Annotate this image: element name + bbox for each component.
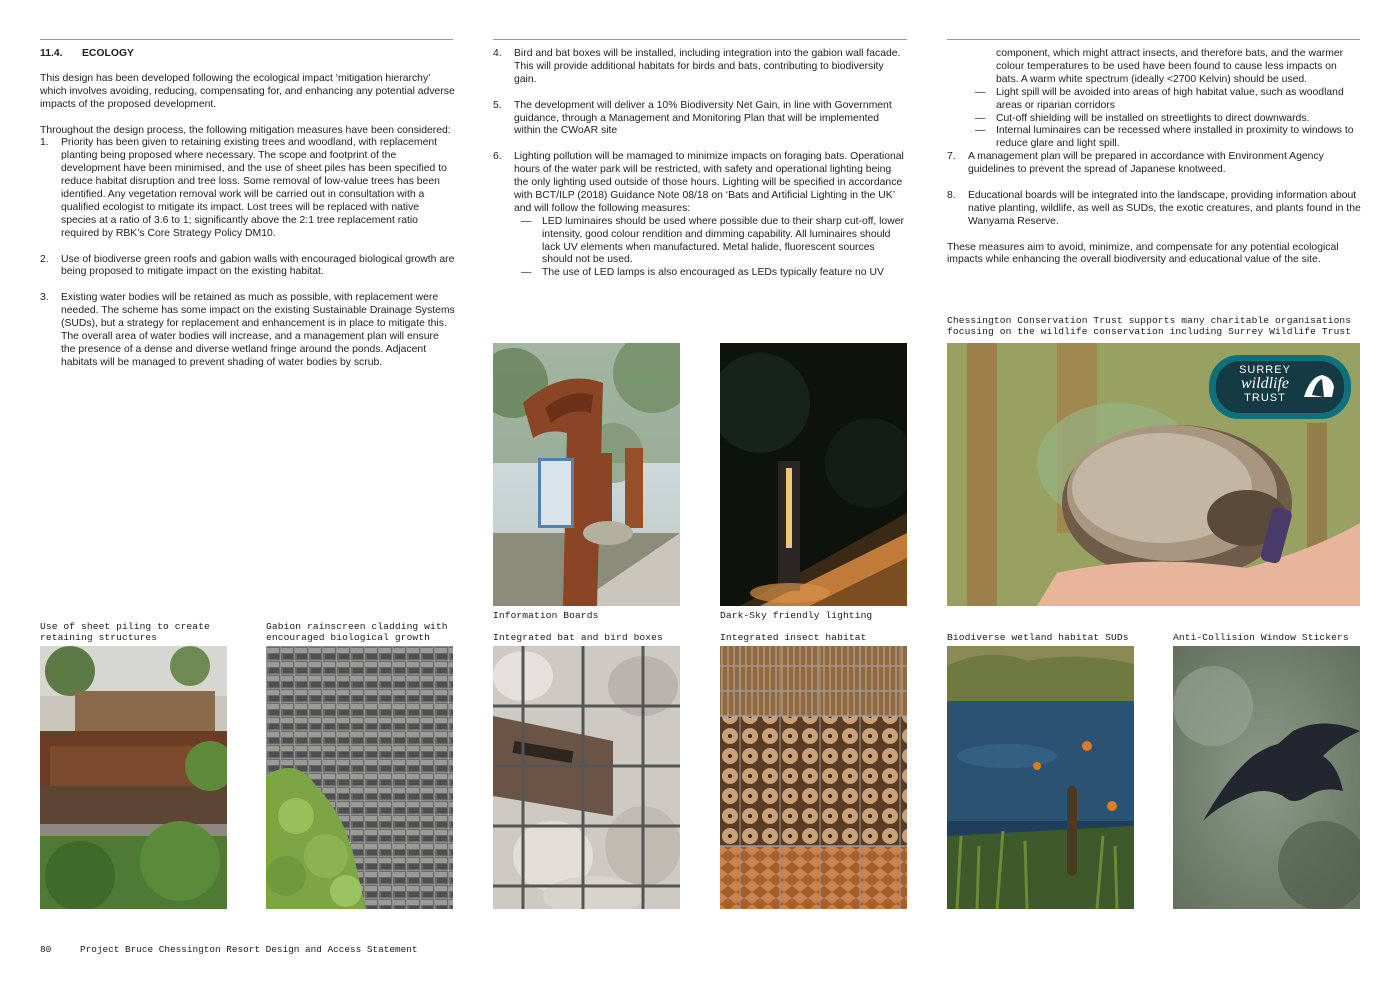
measures-list — [493, 48, 905, 216]
text-column-1 — [40, 48, 455, 370]
gabion-caption: Gabion rainscreen cladding with encouraged biological growth — [266, 621, 448, 643]
wetland-habitat-photo — [947, 646, 1134, 909]
top-rule-middle — [493, 39, 907, 40]
information-board-photo — [493, 343, 680, 606]
lighting-continuation: component, which might attract insects, and therefore bats, and the warmer colour temperatures to be used have been found to cause less impacts on bats. A warm white spectrum (ideally <2700 Kelvin) should be used. — [996, 48, 1344, 85]
bat-bird-boxes-photo — [493, 646, 680, 909]
measure-item: 4. Bird and bat boxes will be installed, including integration into the gabion wall facade. This will provide additional habitats for birds and bats, contributing to biodiversity gain. — [493, 48, 901, 85]
text-column-3 — [947, 48, 1361, 267]
intro-paragraph: This design has been developed following the ecological impact ‘mitigation hierarchy’ which involves avoiding, reducing, compensating for, and enhancing any potential adverse impacts of the proposed development. — [40, 72, 455, 110]
measure-item: 1. Priority has been given to retaining existing trees and woodland, with replacement planting being proposed where necessary. The scope and footprint of the development have been minimised, and the use of sheet piles has been specified to reduce habitat disruption and tree loss. Some removal of low-value trees has been identified. Any vegetation removal work will be carried out in consultation with a qualified ecologist to mitigate its impact. Lost trees will be replaced with native species at a ratio of 3.6 to 1; significantly above the 2:1 tree replacement ratio required by RBK’s Core Strategy Policy DM10. — [40, 137, 447, 239]
hedgehog-photo — [947, 343, 1360, 606]
window-sticker-photo — [1173, 646, 1360, 909]
lighting-bullets — [947, 87, 1361, 152]
measure-item: 6. Lighting pollution will be mamaged to minimize impacts on foraging bats. Operational hours of the water park will be restricted, with safety and operational lighting being the only lighting used outside of those hours. Lighting will be specified in accordance with BCT/ILP (2018) Guidance Note 08/18 on ‘Bats and Artificial Lighting in the UK’ and will follow the following measures: — [493, 151, 904, 214]
info-boards-caption: Information Boards — [493, 610, 599, 621]
lighting-bullet: — Light spill will be avoided into areas of high habitat value, such as woodland areas or riparian corridors — [975, 86, 1344, 111]
measures-list — [947, 151, 1361, 228]
page-number: 80 — [40, 944, 52, 955]
top-rule-right — [947, 39, 1360, 40]
lighting-bullet: — Internal luminaires can be recessed where installed in proximity to windows to reduce glare and light spill. — [975, 125, 1354, 150]
gabion-wall-photo — [266, 646, 453, 909]
insect-habitat-photo — [720, 646, 907, 909]
lighting-bullets — [493, 216, 905, 281]
measure-item: 2. Use of biodiverse green roofs and gabion walls with encouraged biological growth are being proposed to mitigate impact on the existing habitat. — [40, 253, 455, 278]
section-heading — [40, 48, 455, 61]
section-title: ECOLOGY — [82, 48, 134, 59]
sheet-piling-photo — [40, 646, 227, 909]
intro-lead: Throughout the design process, the following mitigation measures have been considered: — [40, 124, 451, 136]
insect-caption: Integrated insect habitat — [720, 632, 867, 643]
measure-item: 3. Existing water bodies will be retained as much as possible, with replacement were needed. The scheme has some impact on the existing Sustainable Drainage Systems (SUDs), but a strategy for replacement and enhancement is in place to mitigate this. The overall area of water bodies will increase, and a management plan will ensure the presence of a dense and diverse wetland fringe around the ponds. Adjacent habitats will be managed to prevent shading of water bodies by scrub. — [40, 292, 455, 368]
section-number: 11.4. — [40, 48, 63, 59]
wetland-caption: Biodiverse wetland habitat SUDs — [947, 632, 1129, 643]
measures-list — [40, 137, 455, 369]
measure-item: 7. A management plan will be prepared in accordance with Environment Agency guidelines to prevent the spread of Japanese knotweed. — [947, 151, 1324, 176]
measure-item: 8. Educational boards will be integrated into the landscape, providing information about native planting, wildlife, as well as SUDs, the exotic creatures, and plants found in the Wanyama Reserve. — [947, 189, 1361, 227]
bat-boxes-caption: Integrated bat and bird boxes — [493, 632, 663, 643]
document-title: Project Bruce Chessington Resort Design and Access Statement — [80, 944, 418, 955]
lighting-bullet: — The use of LED lamps is also encouraged as LEDs typically feature no UV — [521, 267, 884, 279]
dark-sky-lighting-photo — [720, 343, 907, 606]
dark-sky-caption: Dark-Sky friendly lighting — [720, 610, 873, 621]
conclusion-paragraph: These measures aim to avoid, minimize, and compensate for any potential ecological impacts while enhancing the overall biodiversity and educational value of the site. — [947, 241, 1339, 266]
lighting-bullet: — LED luminaires should be used where possible due to their sharp cut-off, lower intensity, good colour rendition and dimming capability. All luminaires should lack UV elements when manufactured. Metal halide, fluorescent sources should not be used. — [521, 215, 904, 266]
surrey-wildlife-trust-logo: SURREY wildlife TRUST — [1239, 364, 1291, 404]
stickers-caption: Anti-Collision Window Stickers — [1173, 632, 1349, 643]
measure-item: 5. The development will deliver a 10% Biodiversity Net Gain, in line with Government guidance, through a Management and Monitoring Plan that will be implemented within the CWoAR site — [493, 99, 892, 137]
top-rule-left — [40, 39, 453, 40]
text-column-2 — [493, 48, 905, 280]
sheet-piling-caption: Use of sheet piling to create retaining structures — [40, 621, 210, 643]
trust-caption: Chessington Conservation Trust supports many charitable organisations focusing on the wildlife conservation including Surrey Wildlife Trust — [947, 315, 1352, 337]
lighting-bullet: — Cut-off shielding will be installed on streetlights to direct downwards. — [975, 112, 1310, 124]
badger-icon — [1302, 371, 1336, 401]
